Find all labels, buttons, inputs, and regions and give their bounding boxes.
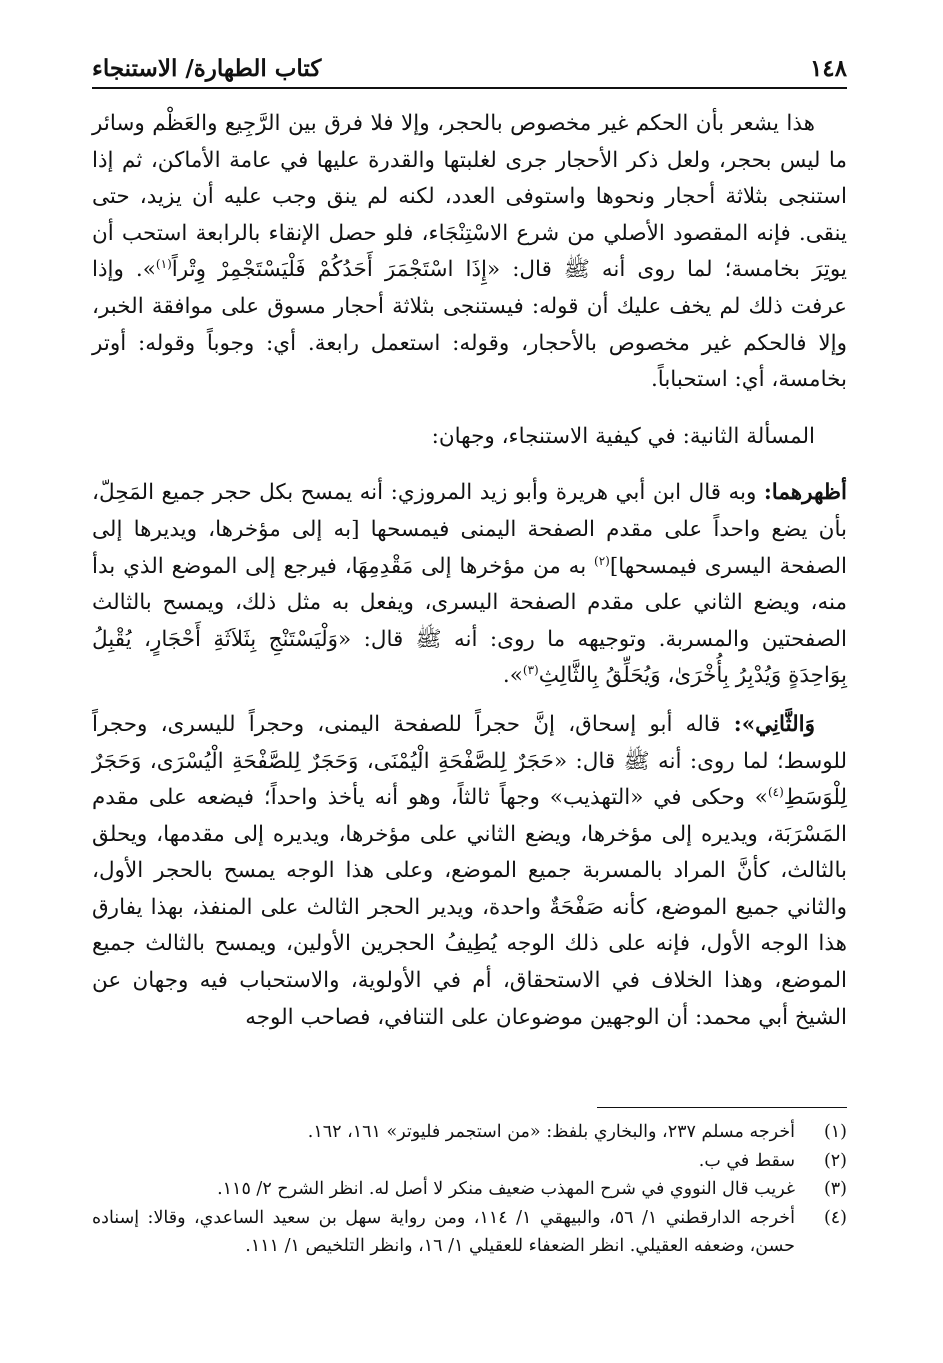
- footnote: [92, 1204, 847, 1261]
- footnote-number: (٤): [823, 1207, 847, 1228]
- page-number: ١٤٨: [809, 55, 847, 82]
- footnote-text: سقط في ب.: [698, 1150, 795, 1171]
- footnote: [92, 1147, 847, 1176]
- footnote: [92, 1118, 847, 1147]
- footnote-rule: [597, 1107, 847, 1108]
- footnote-ref-4: (٤): [767, 784, 784, 799]
- footnote-text: غريب قال النووي في شرح المهذب ضعيف منكر لا أصل له. انظر الشرح ٢/ ١١٥.: [217, 1179, 795, 1199]
- paragraph-4: وَالثَّانِي»: قاله أبو إسحاق، إنَّ حجراً للصفحة اليمنى، وحجراً لليسرى، وحجراً للوسط؛ لما روى: أنه ﷺ قال: «حَجَرٌ لِلصَّفْحَةِ الْيُمْنَى، وَحَجَرٌ لِلصَّفْحَةِ الْيُسْرَى، وَحَجَرٌ لِلْوَسَطِ$^{(٤)}$» وحكى في «التهذيب» وجهاً ثالثاً، وهو أنه يأخذ واحداً؛ فيضعه على مقدم المَسْرَبَة، ويديره إلى مؤخرها، ويضع الثاني على مؤخرها، ويديره إلى مقدمها، ويحلق بالثالث، كأنَّ المراد بالمسربة جميع الموضع، وعلى هذا الوجه يمسح بالحجر الأول، والثاني جميع الموضع، كأنه صَفْحَةٌ واحدة، ويدير الحجر الثالث على المنفذ، بهذا يفارق هذا الوجه الأول، فإنه على ذلك الوجه يُطِيفُ الحجرين الأولين، ويمسح بالثالث جميع الموضع، وهذا الخلاف في الاستحقاق، أم في الأولوية، والاستحباب فيه وجهان عن الشيخ أبي محمد: أن الوجهين موضوعان على التنافي، فصاحب الوجه: [92, 711, 847, 1030]
- footnote-text: أخرجه الدارقطني ١/ ٥٦، والبيهقي ١/ ١١٤، ومن رواية سهل بن سعيد الساعدي، وقالا: إسناده حسن، وضعفه العقيلي. انظر الضعفاء للعقيلي ١/ ١٦، وانظر التلخيص ١/ ١١١.: [92, 1207, 795, 1256]
- footnotes: [92, 1118, 847, 1261]
- running-title: كتاب الطهارة/ الاستنجاء: [92, 55, 322, 82]
- footnote-number: (٢): [823, 1150, 847, 1171]
- first-view-label: أظهرهما:: [763, 480, 847, 506]
- page-header: [92, 38, 847, 82]
- footnote-ref-3: (٣): [522, 663, 539, 678]
- main-text: [92, 106, 847, 1036]
- second-view-label: وَالثَّانِي»:: [733, 711, 815, 737]
- paragraph-3: أظهرهما: وبه قال ابن أبي هريرة وأبو زيد المروزي: أنه يمسح بكل حجر جميع المَحِلّ، بأن يضع واحداً على مقدم الصفحة اليمنى فيمسحها [به إلى مؤخرها، ويديرها إلى الصفحة اليسرى فيمسحها]$^{(٢)}$ به من مؤخرها إلى مَقْدِمِهَا، فيرجع إلى الموضع الذي بدأ منه، ويضع الثاني على مقدم الصفحة اليسرى، ويفعل به مثل ذلك، ويمسح بالثالث الصفحتين والمسربة. وتوجيهه ما روى: أنه ﷺ قال: «وَلْيَسْتَنْجِ بِثَلاَثَةِ أَحْجَارٍ، يُقْبِلُ بِوَاحِدَةٍ وَيُدْبِرُ بِأُخْرَىٰ، وَيُحَلِّقُ بِالثَّالِثِ$^{(٣)}$».: [92, 480, 847, 689]
- footnote: [92, 1175, 847, 1204]
- paragraph-1: هذا يشعر بأن الحكم غير مخصوص بالحجر، وإلا فلا فرق بين الرَّجِيع والعَظْم وسائر ما ليس بحجر، ولعل ذكر الأحجار جرى لغلبتها والقدرة عليها في عامة الأماكن، ثم إذا استنجى بثلاثة أحجار ونحوها واستوفى العدد، لكنه لم ينق وجب عليه أن يزيد، حتى ينقى. فإنه المقصود الأصلي من شرع الاسْتِنْجَاء، فلو حصل الإنقاء بالرابعة استحب أن يوتِرَ بخامسة؛ لما روى أنه ﷺ قال: «إِذَا اسْتَجْمَرَ أَحَدُكُمْ فَلْيَسْتَجْمِرْ وِتْراً$^{(١)}$». وإذا عرفت ذلك لم يخف عليك أن قوله: فيستنجى بثلاثة أحجار مسوق على موافقة الخبر، وإلا فالحكم غير مخصوص بالأحجار، وقوله: استعمل رابعة. أي: وجوباً وقوله: أوتر بخامسة، أي: استحباباً.: [92, 111, 847, 393]
- footnote-text: أخرجه مسلم ٢٣٧، والبخاري بلفظ: «من استجمر فليوتر» ١٦١، ١٦٢.: [307, 1122, 795, 1142]
- section-heading: المسألة الثانية: في كيفية الاستنجاء، وجهان:: [431, 423, 815, 449]
- footnote-ref-2: (٢): [594, 553, 610, 568]
- footnote-number: (٣): [823, 1179, 847, 1199]
- footnote-number: (١): [823, 1122, 847, 1142]
- footnote-ref-1: (١): [155, 257, 172, 272]
- header-rule: [92, 87, 847, 89]
